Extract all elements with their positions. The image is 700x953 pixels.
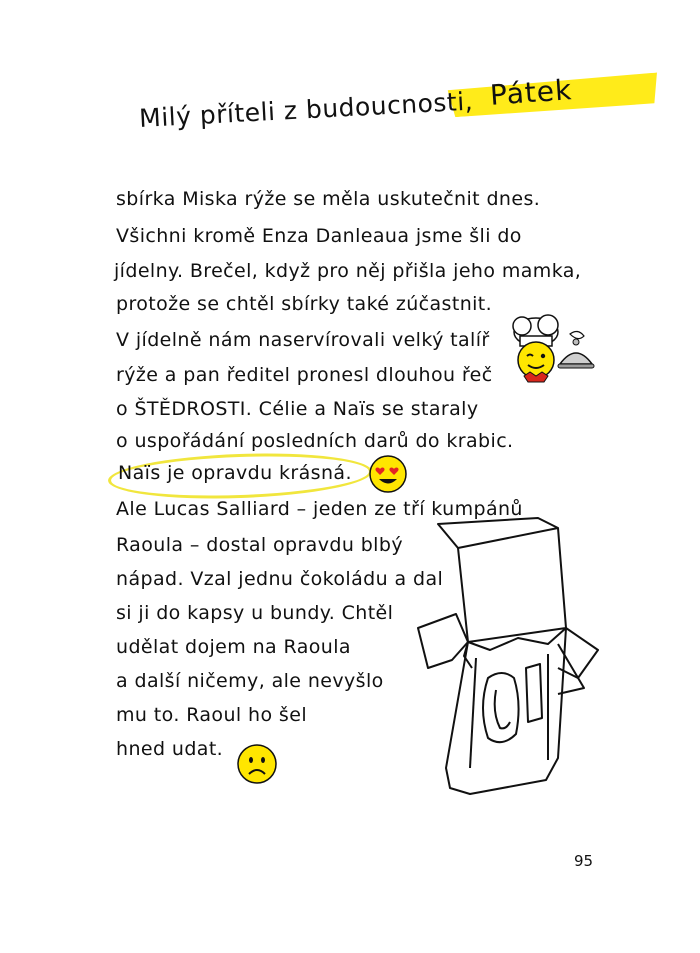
text-line: protože se chtěl sbírky také zúčastnit. xyxy=(116,293,493,315)
greeting-heading: Milý příteli z budoucnosti, xyxy=(138,86,474,133)
chef-smiley-icon xyxy=(508,312,598,392)
text-line: sbírka Miska rýže se měla uskutečnit dnes. xyxy=(116,188,541,210)
chocolate-bar-drawing xyxy=(408,518,608,800)
text-line: rýže a pan ředitel pronesl dlouhou řeč xyxy=(116,364,493,386)
sad-smiley-icon xyxy=(236,743,278,785)
text-line: mu to. Raoul ho šel xyxy=(116,704,307,726)
text-line: si ji do kapsy u bundy. Chtěl xyxy=(116,602,394,624)
text-line: Všichni kromě Enza Danleaua jsme šli do xyxy=(116,225,522,247)
text-line-highlighted: Naïs je opravdu krásná. xyxy=(118,462,352,484)
text-line: jídelny. Brečel, když pro něj přišla jeho mamka, xyxy=(114,260,582,282)
page-number: 95 xyxy=(574,852,594,870)
text-line: Ale Lucas Salliard – jeden ze tří kumpánů xyxy=(116,498,523,520)
text-line: udělat dojem na Raoula xyxy=(116,636,351,658)
text-line: Raoula – dostal opravdu blbý xyxy=(116,534,403,556)
text-line: V jídelně nám naservírovali velký talíř xyxy=(116,329,490,351)
heart-eyes-smiley-icon xyxy=(368,454,408,494)
day-label: Pátek xyxy=(488,73,574,112)
text-line: o ŠTĚDROSTI. Célie a Naïs se staraly xyxy=(116,398,479,420)
text-line: nápad. Vzal jednu čokoládu a dal xyxy=(116,568,444,590)
text-line: o uspořádání posledních darů do krabic. xyxy=(116,430,514,452)
text-line: hned udat. xyxy=(116,738,224,760)
text-line: a další ničemy, ale nevyšlo xyxy=(116,670,384,692)
